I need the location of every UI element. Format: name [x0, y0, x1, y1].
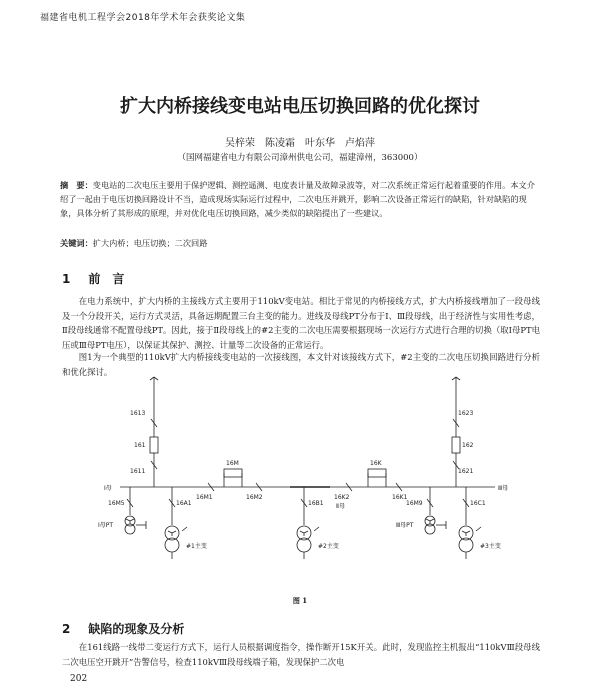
label-162: 162 [462, 442, 474, 449]
paper-title: 扩大内桥接线变电站电压切换回路的优化探讨 [120, 96, 480, 117]
section-number: 2 [62, 622, 71, 636]
authors: 吴梓荣 陈凌霜 叶东华 卢焰萍 [225, 138, 375, 149]
label-16K1: 16K1 [392, 494, 408, 501]
abstract-label: 摘 要： [60, 180, 93, 190]
label-1611: 1611 [130, 468, 146, 475]
paragraph-defect: 在161线路一线带二变运行方式下，运行人员根据调度指令，操作断开15K开关。此时，发现监控主机报出“110kVⅢ段母线二次电压空开跳开”告警信号，检查110kVⅢ段母线端子箱，发现保护二次电 [62, 642, 540, 667]
abstract [60, 178, 540, 220]
section-heading-1 [62, 270, 124, 287]
keywords-label: 关键词： [60, 238, 93, 248]
label-161: 161 [134, 442, 146, 449]
label-transformer-2: #2主变 [318, 543, 339, 550]
label-16A1: 16A1 [176, 500, 192, 507]
section-title: 缺陷的现象及分析 [88, 622, 185, 636]
paragraph-figure-ref: 图1为一个典型的110kV扩大内桥接线变电站的一次接线图，本文针对该接线方式下，#2主变的二次电压切换回路进行分析和优化探讨。 [62, 352, 540, 377]
figure-1-wiring-diagram [90, 375, 520, 597]
label-pt-bus3: Ⅲ母PT [396, 522, 414, 529]
paragraph-intro: 在电力系统中，扩大内桥的主接线方式主要用于110kV变电站。相比于常见的内桥接线方式，扩大内桥接线增加了一段母线及一个分段开关，运行方式灵活，具备远期配置三台主变的能力。进线及母线PT分布于Ⅰ、Ⅲ段母线，出于经济性与实用性考虑，Ⅱ段母线通常不配置母线PT。因此，接于Ⅱ段母线上的#2主变的二次电压需要根据现场一次运行方式进行合理的切换（取Ⅰ母PT电压或Ⅲ母PT电压），以保证其保护、测控、计量等二次设备的正常运行。 [62, 296, 540, 350]
label-16B1: 16B1 [308, 500, 324, 507]
running-header: 福建省电机工程学会2018年学术年会获奖论文集 [40, 13, 246, 23]
label-16C1: 16C1 [470, 500, 486, 507]
label-bus-2: Ⅱ母 [336, 503, 345, 510]
label-16M: 16M [226, 460, 239, 467]
section-number: 1 [62, 272, 71, 286]
section-heading-2 [62, 620, 184, 637]
label-16M9: 16M9 [406, 500, 423, 507]
label-1621: 1621 [458, 468, 474, 475]
label-bus-3: Ⅲ母 [498, 485, 509, 492]
label-pt-bus1: Ⅰ母PT [98, 522, 114, 529]
keywords-text: 扩大内桥；电压切换；二次回路 [92, 238, 208, 248]
wiring-diagram-svg [90, 375, 520, 597]
label-16K: 16K [370, 460, 382, 467]
label-1623: 1623 [458, 410, 474, 417]
affiliation: （国网福建省电力有限公司漳州供电公司，福建漳州，363000） [177, 153, 423, 163]
figure-caption: 图 1 [292, 596, 308, 605]
label-16M5: 16M5 [108, 500, 125, 507]
label-16M2: 16M2 [246, 494, 263, 501]
label-1613: 1613 [130, 410, 146, 417]
label-transformer-1: #1主变 [186, 543, 207, 550]
section-title: 前 言 [88, 272, 125, 286]
label-16K2: 16K2 [334, 494, 350, 501]
keywords [60, 238, 540, 249]
abstract-text: 变电站的二次电压主要用于保护逻辑、测控遥测、电度表计量及故障录波等，对二次系统正常运行起着重要的作用。本文介绍了一起由于电压切换回路设计不当，造成现场实际运行过程中，二次电压并跳开，影响二次设备正常运行的缺陷，针对缺陷的现象，具体分析了其形成的原理，并对优化电压切换回路，减少类似的缺陷提出了一些建议。 [60, 180, 535, 218]
page-number: 202 [70, 674, 88, 684]
label-16M1: 16M1 [196, 494, 213, 501]
label-transformer-3: #3主变 [480, 543, 501, 550]
label-bus-1: Ⅰ母 [104, 485, 112, 492]
